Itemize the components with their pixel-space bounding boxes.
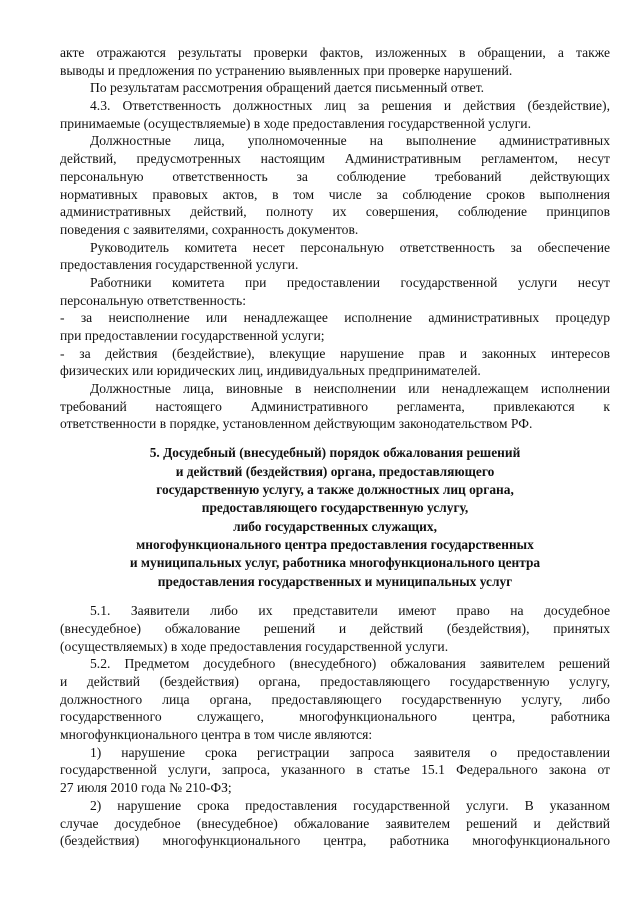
- list-item-line: 27 июля 2010 года № 210-ФЗ;: [60, 780, 232, 796]
- section-5-heading-line: и муниципальных услуг, работника многофункционального центра: [129, 555, 541, 571]
- list-item-line: - за действия (бездействие), влекущие нарушение прав и законных интересов: [60, 345, 610, 361]
- paragraph-line: действий, предусмотренных настоящим Административным регламентом, несут: [60, 151, 610, 167]
- section-5-heading-line: 5. Досудебный (внесудебный) порядок обжалования решений: [149, 445, 521, 461]
- document-page: [60, 44, 610, 850]
- list-item-line: - за неисполнение или ненадлежащее исполнение административных процедур: [60, 310, 610, 326]
- section-5-heading-line: и действий (бездействия) органа, предоставляющего: [175, 463, 495, 479]
- paragraph-line: Должностные лица, уполномоченные на выполнение административных: [90, 133, 610, 149]
- list-item-line: 1) нарушение срока регистрации запроса заявителя о предоставлении: [90, 744, 610, 760]
- section-5-heading-line: многофункционального центра предоставления государственных: [136, 537, 534, 553]
- paragraph-line: По результатам рассмотрения обращений дается письменный ответ.: [90, 80, 485, 96]
- paragraph-line: (внесудебное) обжалование решений и действий (бездействия), принятых: [60, 620, 610, 636]
- paragraph-line: ответственности в порядке, установленном действующим законодательством РФ.: [60, 416, 533, 432]
- paragraph-line: предоставления государственной услуги.: [60, 257, 299, 273]
- paragraph-line: административных действий, полноту их совершения, соблюдение принципов: [60, 204, 610, 220]
- list-item-line: случае досудебное (внесудебное) обжалование заявителем решений и действий: [60, 815, 610, 831]
- paragraph-line: (осуществляемых) в ходе предоставления государственной услуги.: [60, 638, 449, 654]
- paragraph-line: выводы и предложения по устранению выявленных при проверке нарушений.: [60, 62, 513, 78]
- section-5-heading-line: предоставления государственных и муниципальных услуг: [157, 573, 513, 589]
- paragraph-line: государственного служащего, многофункционального центра, работника: [60, 709, 610, 725]
- paragraph-line: акте отражаются результаты проверки фактов, изложенных в обращении, а также: [60, 45, 610, 60]
- paragraph-line: персональную ответственность за соблюдение требований действующих: [60, 168, 610, 184]
- paragraph-line: Руководитель комитета несет персональную ответственность за обеспечение: [90, 239, 610, 255]
- paragraph-line: принимаемые (осуществляемые) в ходе предоставления государственной услуги.: [60, 115, 531, 131]
- paragraph-line: многофункционального центра в том числе являются:: [60, 727, 373, 743]
- section-5-heading-line: либо государственных служащих,: [233, 518, 437, 534]
- list-item-line: государственной услуги, запроса, указанного в статье 15.1 Федерального закона от: [60, 762, 610, 778]
- paragraph-line: персональную ответственность:: [60, 292, 246, 308]
- paragraph-line: Должностные лица, виновные в неисполнении или ненадлежащем исполнении: [90, 381, 610, 397]
- paragraph-line: поведения с заявителями, сохранность документов.: [60, 221, 359, 237]
- paragraph-line: Работники комитета при предоставлении государственной услуги несут: [90, 274, 610, 290]
- list-item-line: при предоставлении государственной услуги;: [60, 328, 325, 343]
- section-5-heading-line: предоставляющего государственную услугу,: [201, 500, 469, 516]
- paragraph-line: и действий (бездействия) органа, предоставляющего государственную услугу,: [60, 674, 610, 689]
- list-item-line: (бездействия) многофункционального центра, работника многофункционального: [60, 833, 610, 849]
- list-item-line: физических или юридических лиц, индивидуальных предпринимателей.: [60, 363, 481, 379]
- section-4-3-heading: 4.3. Ответственность должностных лиц за решения и действия (бездействие),: [90, 98, 610, 114]
- paragraph-line: 5.1. Заявители либо их представители имеют право на досудебное: [90, 603, 610, 619]
- paragraph-line: должностного лица органа, предоставляющего государственную услугу, либо: [60, 691, 610, 707]
- paragraph-line: требований настоящего Административного регламента, привлекаются к: [60, 398, 610, 414]
- list-item-line: 2) нарушение срока предоставления государственной услуги. В указанном: [90, 797, 610, 813]
- paragraph-line: нормативных правовых актов, в том числе за соблюдение сроков выполнения: [60, 186, 610, 202]
- section-5-heading-line: государственную услугу, а также должностных лиц органа,: [156, 481, 514, 497]
- paragraph-line: 5.2. Предметом досудебного (внесудебного) обжалования заявителем решений: [90, 656, 610, 672]
